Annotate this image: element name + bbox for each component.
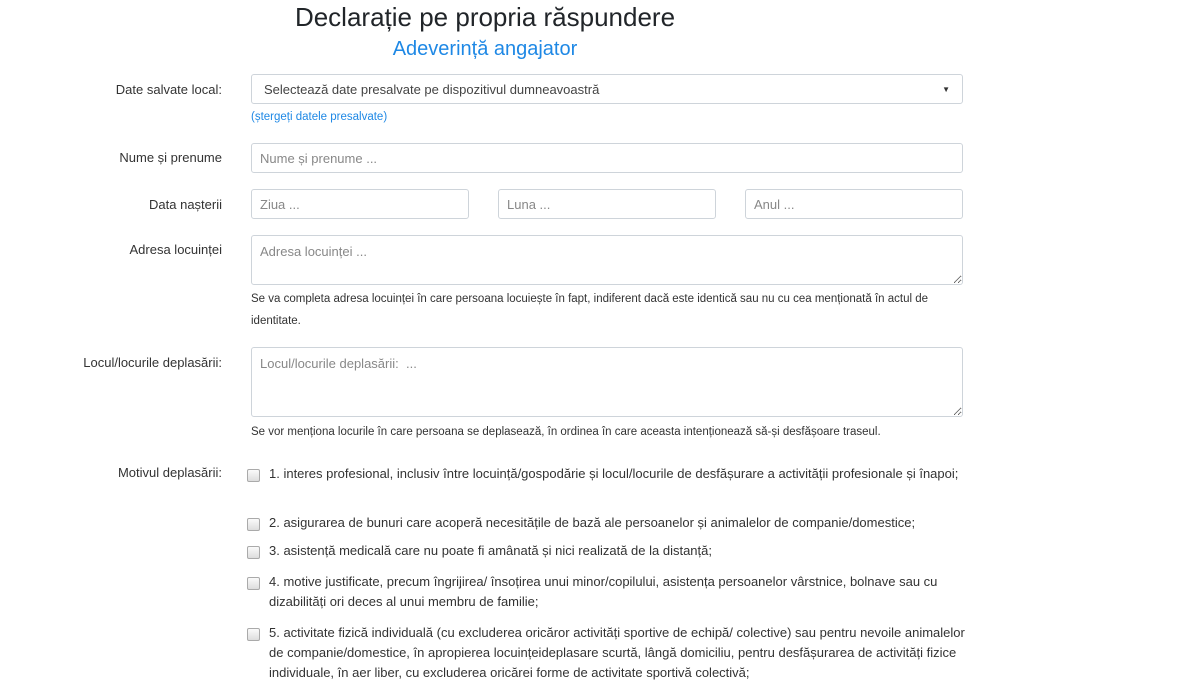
- reason-checkbox[interactable]: [247, 577, 260, 590]
- saved-data-select[interactable]: [251, 74, 963, 104]
- page-title: Declarație pe propria răspundere: [294, 2, 676, 32]
- name-label: Nume și prenume: [119, 150, 222, 165]
- chevron-down-icon: ▼: [942, 84, 950, 94]
- reason-option-text: 5. activitate fizică individuală (cu excluderea oricăror activități sportive de echipă/ colective) sau pentru nevoile animalelor de companie/domestice, în apropierea locuințeideplasare scurtă, lângă domiciliu, pentru desfășurarea de activități fizice individuale, în aer liber, cu excluderea oricărei forme de activitate sportivă colectivă;: [269, 625, 965, 680]
- name-input[interactable]: [251, 143, 963, 173]
- reason-option-3[interactable]: [245, 541, 965, 561]
- reason-option-4[interactable]: [245, 572, 965, 612]
- places-label: Locul/locurile deplasării:: [83, 355, 222, 370]
- reason-option-text: 1. interes profesional, inclusiv între locuință/gospodărie și locul/locurile de desfășurare a activității profesionale și înapoi;: [269, 466, 959, 481]
- birth-label: Data nașterii: [149, 197, 222, 212]
- reason-checkbox[interactable]: [247, 628, 260, 641]
- address-textarea[interactable]: [251, 235, 963, 285]
- reason-option-text: 4. motive justificate, precum îngrijirea/ însoțirea unui minor/copilului, asistența persoanelor vârstnice, bolnave sau cu dizabilități ori deces al unui membru de familie;: [269, 574, 938, 609]
- reason-option-text: 3. asistență medicală care nu poate fi amânată și nici realizată de la distanță;: [269, 543, 712, 558]
- places-help-text: Se vor menționa locurile în care persoana se deplasează, în ordinea în care aceasta intenționează să-și desfășoare traseul.: [251, 426, 881, 438]
- reason-option-1[interactable]: [245, 464, 965, 484]
- page-subtitle: Adeverință angajator: [392, 38, 578, 60]
- saved-data-label: Date salvate local:: [115, 82, 222, 97]
- address-label: Adresa locuinței: [129, 242, 222, 257]
- birth-year-input[interactable]: [745, 189, 963, 219]
- reason-label: Motivul deplasării:: [117, 465, 222, 480]
- reason-checkbox[interactable]: [247, 469, 260, 482]
- reason-option-text: 2. asigurarea de bunuri care acoperă necesitățile de bază ale persoanelor și animalelor de companie/domestice;: [269, 515, 916, 530]
- birth-month-input[interactable]: [498, 189, 716, 219]
- address-help-text: Se va completa adresa locuinței în care persoana locuiește în fapt, indiferent dacă este identică sau nu cu cea menționată în actul de identitate.: [251, 293, 929, 327]
- places-textarea[interactable]: [251, 347, 963, 417]
- saved-data-select-value: Selectează date presalvate pe dispozitivul dumneavoastră: [264, 81, 600, 97]
- reason-option-2[interactable]: [245, 513, 965, 533]
- reason-checkbox[interactable]: [247, 518, 260, 531]
- reason-option-5[interactable]: [245, 623, 965, 683]
- reason-checkbox[interactable]: [247, 546, 260, 559]
- delete-saved-data-link[interactable]: (ștergeți datele presalvate): [251, 111, 388, 123]
- birth-day-input[interactable]: [251, 189, 469, 219]
